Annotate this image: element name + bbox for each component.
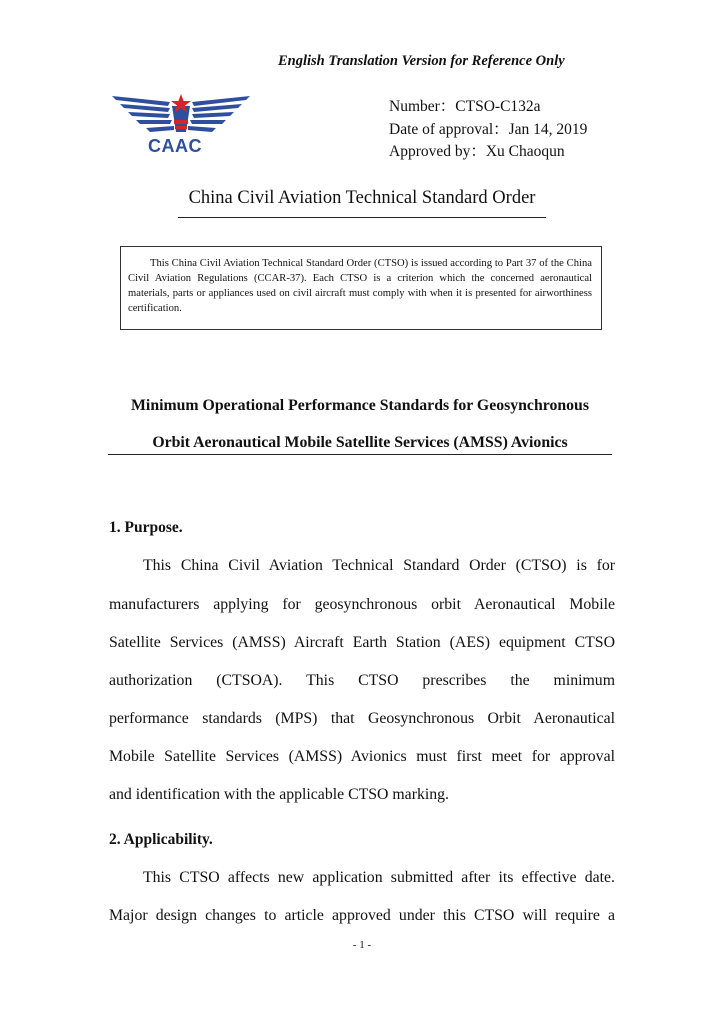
section-heading-purpose: 1. Purpose. <box>109 519 183 536</box>
purpose-line-3: Satellite Services (AMSS) Aircraft Earth Station (AES) equipment CTSO <box>109 634 615 651</box>
issuance-notice-text: This China Civil Aviation Technical Standard Order (CTSO) is issued according to Part 37 of the China Civil Aviation Regulations (CCAR-37). Each CTSO is a criterion which the concerned aeronautical materials, parts or appliances used on civil aircraft must comply with when it is presented for airworthiness certification. <box>128 258 592 314</box>
main-title-underline <box>178 217 546 218</box>
approval-date: Date of approval：Jan 14, 2019 <box>389 121 588 138</box>
purpose-line-5: performance standards (MPS) that Geosynchronous Orbit Aeronautical <box>109 710 615 727</box>
caac-logo <box>110 92 252 162</box>
applicability-line-1: This CTSO affects new application submitted after its effective date. <box>143 869 615 886</box>
header-note: English Translation Version for Reference Only <box>278 53 565 69</box>
purpose-line-1: This China Civil Aviation Technical Standard Order (CTSO) is for <box>143 557 615 574</box>
approved-by: Approved by：Xu Chaoqun <box>389 143 565 160</box>
section-heading-applicability: 2. Applicability. <box>109 831 213 848</box>
issuance-notice-box <box>120 246 602 330</box>
ctso-number: Number：CTSO-C132a <box>389 98 541 115</box>
purpose-line-4: authorization (CTSOA). This CTSO prescribes the minimum <box>109 672 615 689</box>
caac-logo-text: CAAC <box>148 136 202 156</box>
page-number: - 1 - <box>352 939 372 951</box>
applicability-line-2: Major design changes to article approved under this CTSO will require a <box>109 907 615 924</box>
purpose-line-6: Mobile Satellite Services (AMSS) Avionics must first meet for approval <box>109 748 615 765</box>
standard-title-line-1: Minimum Operational Performance Standards for Geosynchronous <box>131 397 589 414</box>
standard-title-line-2: Orbit Aeronautical Mobile Satellite Services (AMSS) Avionics <box>152 434 568 451</box>
standard-title-underline <box>108 454 612 455</box>
purpose-line-7: and identification with the applicable CTSO marking. <box>109 786 449 803</box>
main-title: China Civil Aviation Technical Standard Order <box>188 188 536 208</box>
purpose-line-2: manufacturers applying for geosynchronous orbit Aeronautical Mobile <box>109 596 615 613</box>
